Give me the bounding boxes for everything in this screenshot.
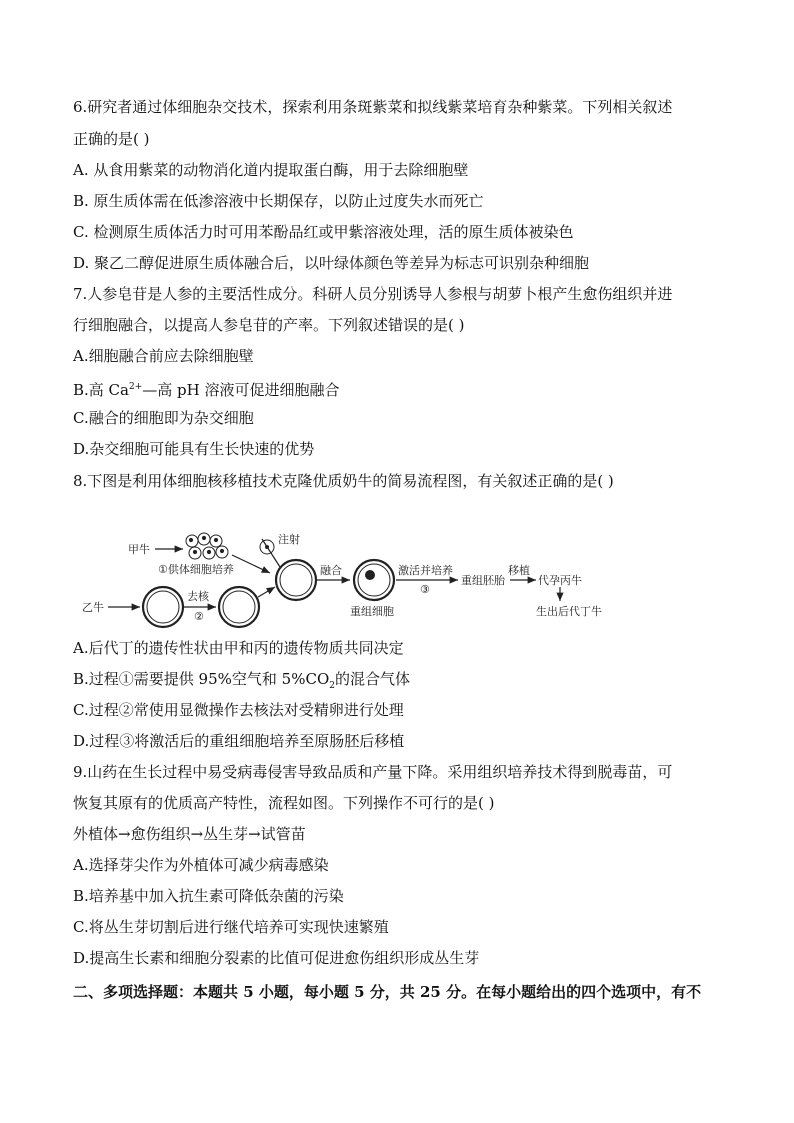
reconstructed-cell-icon: [354, 560, 394, 600]
q6-stem-line2: 正确的是( ): [73, 130, 150, 148]
label-activate: 激活并培养: [398, 564, 453, 577]
label-fuse: 融合: [320, 564, 342, 577]
receiving-oocyte-icon: [276, 560, 316, 600]
q9-option-d: D.提高生长素和细胞分裂素的比值可促进愈伤组织形成丛生芽: [73, 949, 480, 967]
oocyte-icon: [143, 587, 183, 627]
label-enucleate: 去核: [187, 590, 209, 603]
label-jia-cow: 甲牛: [128, 543, 150, 556]
q9-flow: 外植体→愈伤组织→丛生芽→试管苗: [73, 825, 306, 843]
label-donor-culture: ①供体细胞培养: [158, 563, 234, 576]
q6-option-a: A. 从食用紫菜的动物消化道内提取蛋白酶，用于去除细胞壁: [73, 161, 469, 179]
section2-heading: 二、多项选择题：本题共 5 小题，每小题 5 分，共 25 分。在每小题给出的四个选项中，有不: [73, 983, 702, 1001]
q9-stem-line1: 9.山药在生长过程中易受病毒侵害导致品质和产量下降。采用组织培养技术得到脱毒苗，可: [73, 763, 673, 781]
q7-stem-line1: 7.人参皂苷是人参的主要活性成分。科研人员分别诱导人参根与胡萝卜根产生愈伤组织并进: [73, 285, 673, 303]
cloning-flow-diagram: [70, 525, 630, 640]
q8-option-d: D.过程③将激活后的重组细胞培养至原肠胚后移植: [73, 732, 405, 750]
q8-option-b: B.过程①需要提供 95%空气和 $5\%CO_2$的混合气体: [73, 670, 410, 691]
label-step3: ③: [420, 583, 430, 596]
label-transfer: 移植: [508, 564, 530, 577]
q7-stem-line2: 行细胞融合，以提高人参皂苷的产率。下列叙述错误的是( ): [73, 316, 465, 334]
q8-option-c: C.过程②常使用显微操作去核法对受精卵进行处理: [73, 701, 404, 719]
label-step2: ②: [194, 610, 204, 623]
q9-option-c: C.将丛生芽切割后进行继代培养可实现快速繁殖: [73, 918, 389, 936]
q9-option-b: B.培养基中加入抗生素可降低杂菌的污染: [73, 887, 344, 905]
label-yi-cow: 乙牛: [82, 601, 104, 614]
q6-option-c: C. 检测原生质体活力时可用苯酚品红或甲紫溶液处理，活的原生质体被染色: [73, 223, 574, 241]
q6-option-b: B. 原生质体需在低渗溶液中长期保存，以防止过度失水而死亡: [73, 192, 484, 210]
q6-stem-line1: 6.研究者通过体细胞杂交技术，探索利用条斑紫菜和拟线紫菜培育杂种紫菜。下列相关叙述: [73, 98, 673, 116]
q7-option-c: C.融合的细胞即为杂交细胞: [73, 409, 254, 427]
q7-option-d: D.杂交细胞可能具有生长快速的优势: [73, 440, 315, 458]
q8-option-a: A.后代丁的遗传性状由甲和丙的遗传物质共同决定: [73, 639, 404, 657]
label-offspring: 生出后代丁牛: [536, 605, 602, 618]
enucleated-oocyte-icon: [219, 587, 259, 627]
injection-needle-icon: [260, 539, 280, 567]
donor-cells-icon: [186, 533, 228, 559]
q8-stem: 8.下图是利用体细胞核移植技术克隆优质奶牛的简易流程图，有关叙述正确的是( ): [73, 472, 614, 490]
q7-option-b: B.高 $Ca^{2+}—$高 pH 溶液可促进细胞融合: [73, 381, 340, 399]
label-recon-cell: 重组细胞: [350, 605, 394, 618]
label-recon-embryo: 重组胚胎: [461, 574, 505, 587]
label-inject: 注射: [278, 533, 300, 546]
q9-option-a: A.选择芽尖作为外植体可减少病毒感染: [73, 856, 329, 874]
q6-option-d: D. 聚乙二醇促进原生质体融合后，以叶绿体颜色等差异为标志可识别杂种细胞: [73, 254, 590, 272]
q7-option-a: A.细胞融合前应去除细胞壁: [73, 347, 254, 365]
label-surrogate: 代孕丙牛: [538, 574, 582, 587]
q9-stem-line2: 恢复其原有的优质高产特性，流程如图。下列操作不可行的是( ): [73, 794, 495, 812]
